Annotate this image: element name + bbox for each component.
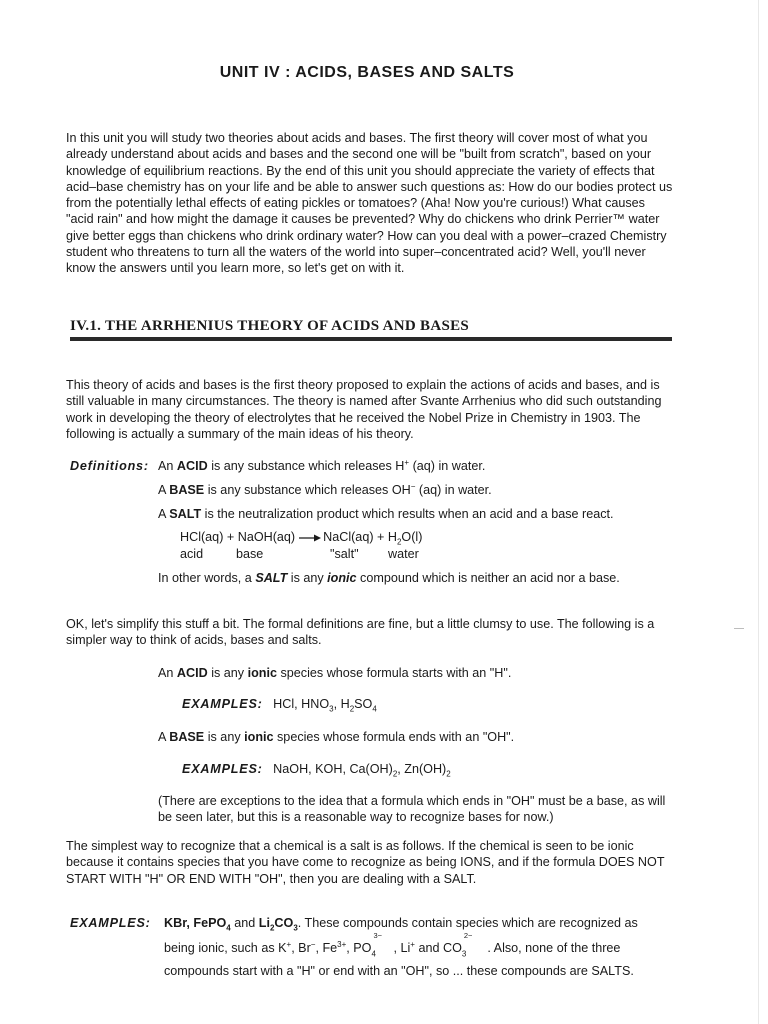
base-definition: A BASE is any substance which releases OH− (aq) in water. — [158, 481, 492, 497]
salt-examples-line-3: compounds start with a "H" or end with an "OH", so ... these compounds are SALTS. — [164, 964, 634, 978]
salt-examples-label: EXAMPLES: — [70, 916, 151, 930]
section-divider — [70, 337, 672, 341]
salt-definition: A SALT is the neutralization product which results when an acid and a base react. — [158, 507, 614, 521]
scan-tick-mark — [734, 628, 744, 629]
salt-examples-line-1: KBr, FePO$_4$ and $Li_2CO_3$. These compounds contain species which are recognized as — [164, 916, 638, 933]
label-acid: acid — [180, 547, 204, 561]
equation-products: NaCl(aq) + $H_2O(l)$ — [323, 530, 423, 547]
arrhenius-paragraph: This theory of acids and bases is the first theory proposed to explain the actions of acids and bases, and is still valuable in many circumstances. The theory is named after Svante Arrhenius who did such outstanding work in developing the theory of electrolytes that he received the Nobel Prize in Chemistry in 1903. The following is actually a summary of the main ideas of his theory. — [66, 378, 662, 441]
salt-examples-label-row — [70, 916, 151, 930]
definitions-label: Definitions: — [70, 459, 149, 473]
salt-recognition-paragraph: The simplest way to recognize that a chemical is a salt is as follows. If the chemical is seen to be ionic because it contains species that you have come to recognize as being IONS, and if the formula DOES NOT START WITH "H" OR END WITH "OH", then you are dealing with a SALT. — [66, 839, 665, 886]
base-rule: A BASE is any ionic species whose formula ends with an "OH". — [158, 730, 515, 744]
simplify-paragraph: OK, let's simplify this stuff a bit. The formal definitions are fine, but a little clumsy to use. The following is a simpler way to think of acids, bases and salts. — [66, 617, 655, 648]
acid-rule: An ACID is any ionic species whose formula starts with an "H". — [158, 666, 512, 680]
other-words-statement: In other words, a SALT is any ionic compound which is neither an acid nor a base. — [158, 571, 620, 585]
definitions-block — [70, 459, 149, 473]
equation-reactants: HCl(aq) + NaOH(aq) — [180, 530, 296, 544]
label-water: water — [388, 547, 419, 561]
section-heading: IV.1. THE ARRHENIUS THEORY OF ACIDS AND BASES — [70, 318, 470, 334]
acid-examples: EXAMPLES: HCl, $HNO_3$, $H_2SO_4$ — [182, 697, 377, 714]
label-base: base — [236, 547, 264, 561]
salt-examples-line-2: being ionic, such as K+, Br−, $Fe^{3+}$, PO 3− $_4$ , Li+ and CO 2− $_3$ . Also, none of the three — [164, 931, 621, 959]
exception-note: (There are exceptions to the idea that a formula which ends in "OH" must be a base, as will be seen later, but this is a reasonable way to recognize bases for now.) — [158, 794, 666, 825]
acid-examples-label: EXAMPLES: — [182, 697, 263, 711]
label-salt: "salt" — [330, 547, 359, 561]
reaction-arrow-icon — [299, 533, 321, 543]
acid-definition: An ACID is any substance which releases H+ (aq) in water. — [158, 457, 486, 473]
base-examples: EXAMPLES: NaOH, KOH, $Ca(OH)_2$, $Zn(OH)_2$ — [182, 762, 451, 779]
unit-title: UNIT IV : ACIDS, BASES AND SALTS — [219, 64, 515, 81]
base-examples-label: EXAMPLES: — [182, 762, 263, 776]
intro-paragraph: In this unit you will study two theories about acids and bases. The first theory will cover most of what you already understand about acids and bases and the second one will be "built from scratch", based on your knowledge of equilibrium reactions. By the end of this unit you should appreciate the variety of effects that acid–base chemistry has on your life and be able to answer such questions as: How do our bodies protect us from the potentially lethal effects of eating pickles or tomatoes? (Aha! Now you're curious!) What causes "acid rain" and how might the damage it causes be prevented? Why do chickens who drink Perrier™ water give better eggs than chickens who drink ordinary water? How can you deal with a power–crazed Chemistry student who threatens to turn all the waters of the world into super–concentrated acid? Well, you'll never know the answers until you learn more, so let's get on with it. — [66, 131, 673, 276]
neutralization-equation — [180, 529, 422, 563]
scan-edge-line — [758, 0, 759, 1024]
